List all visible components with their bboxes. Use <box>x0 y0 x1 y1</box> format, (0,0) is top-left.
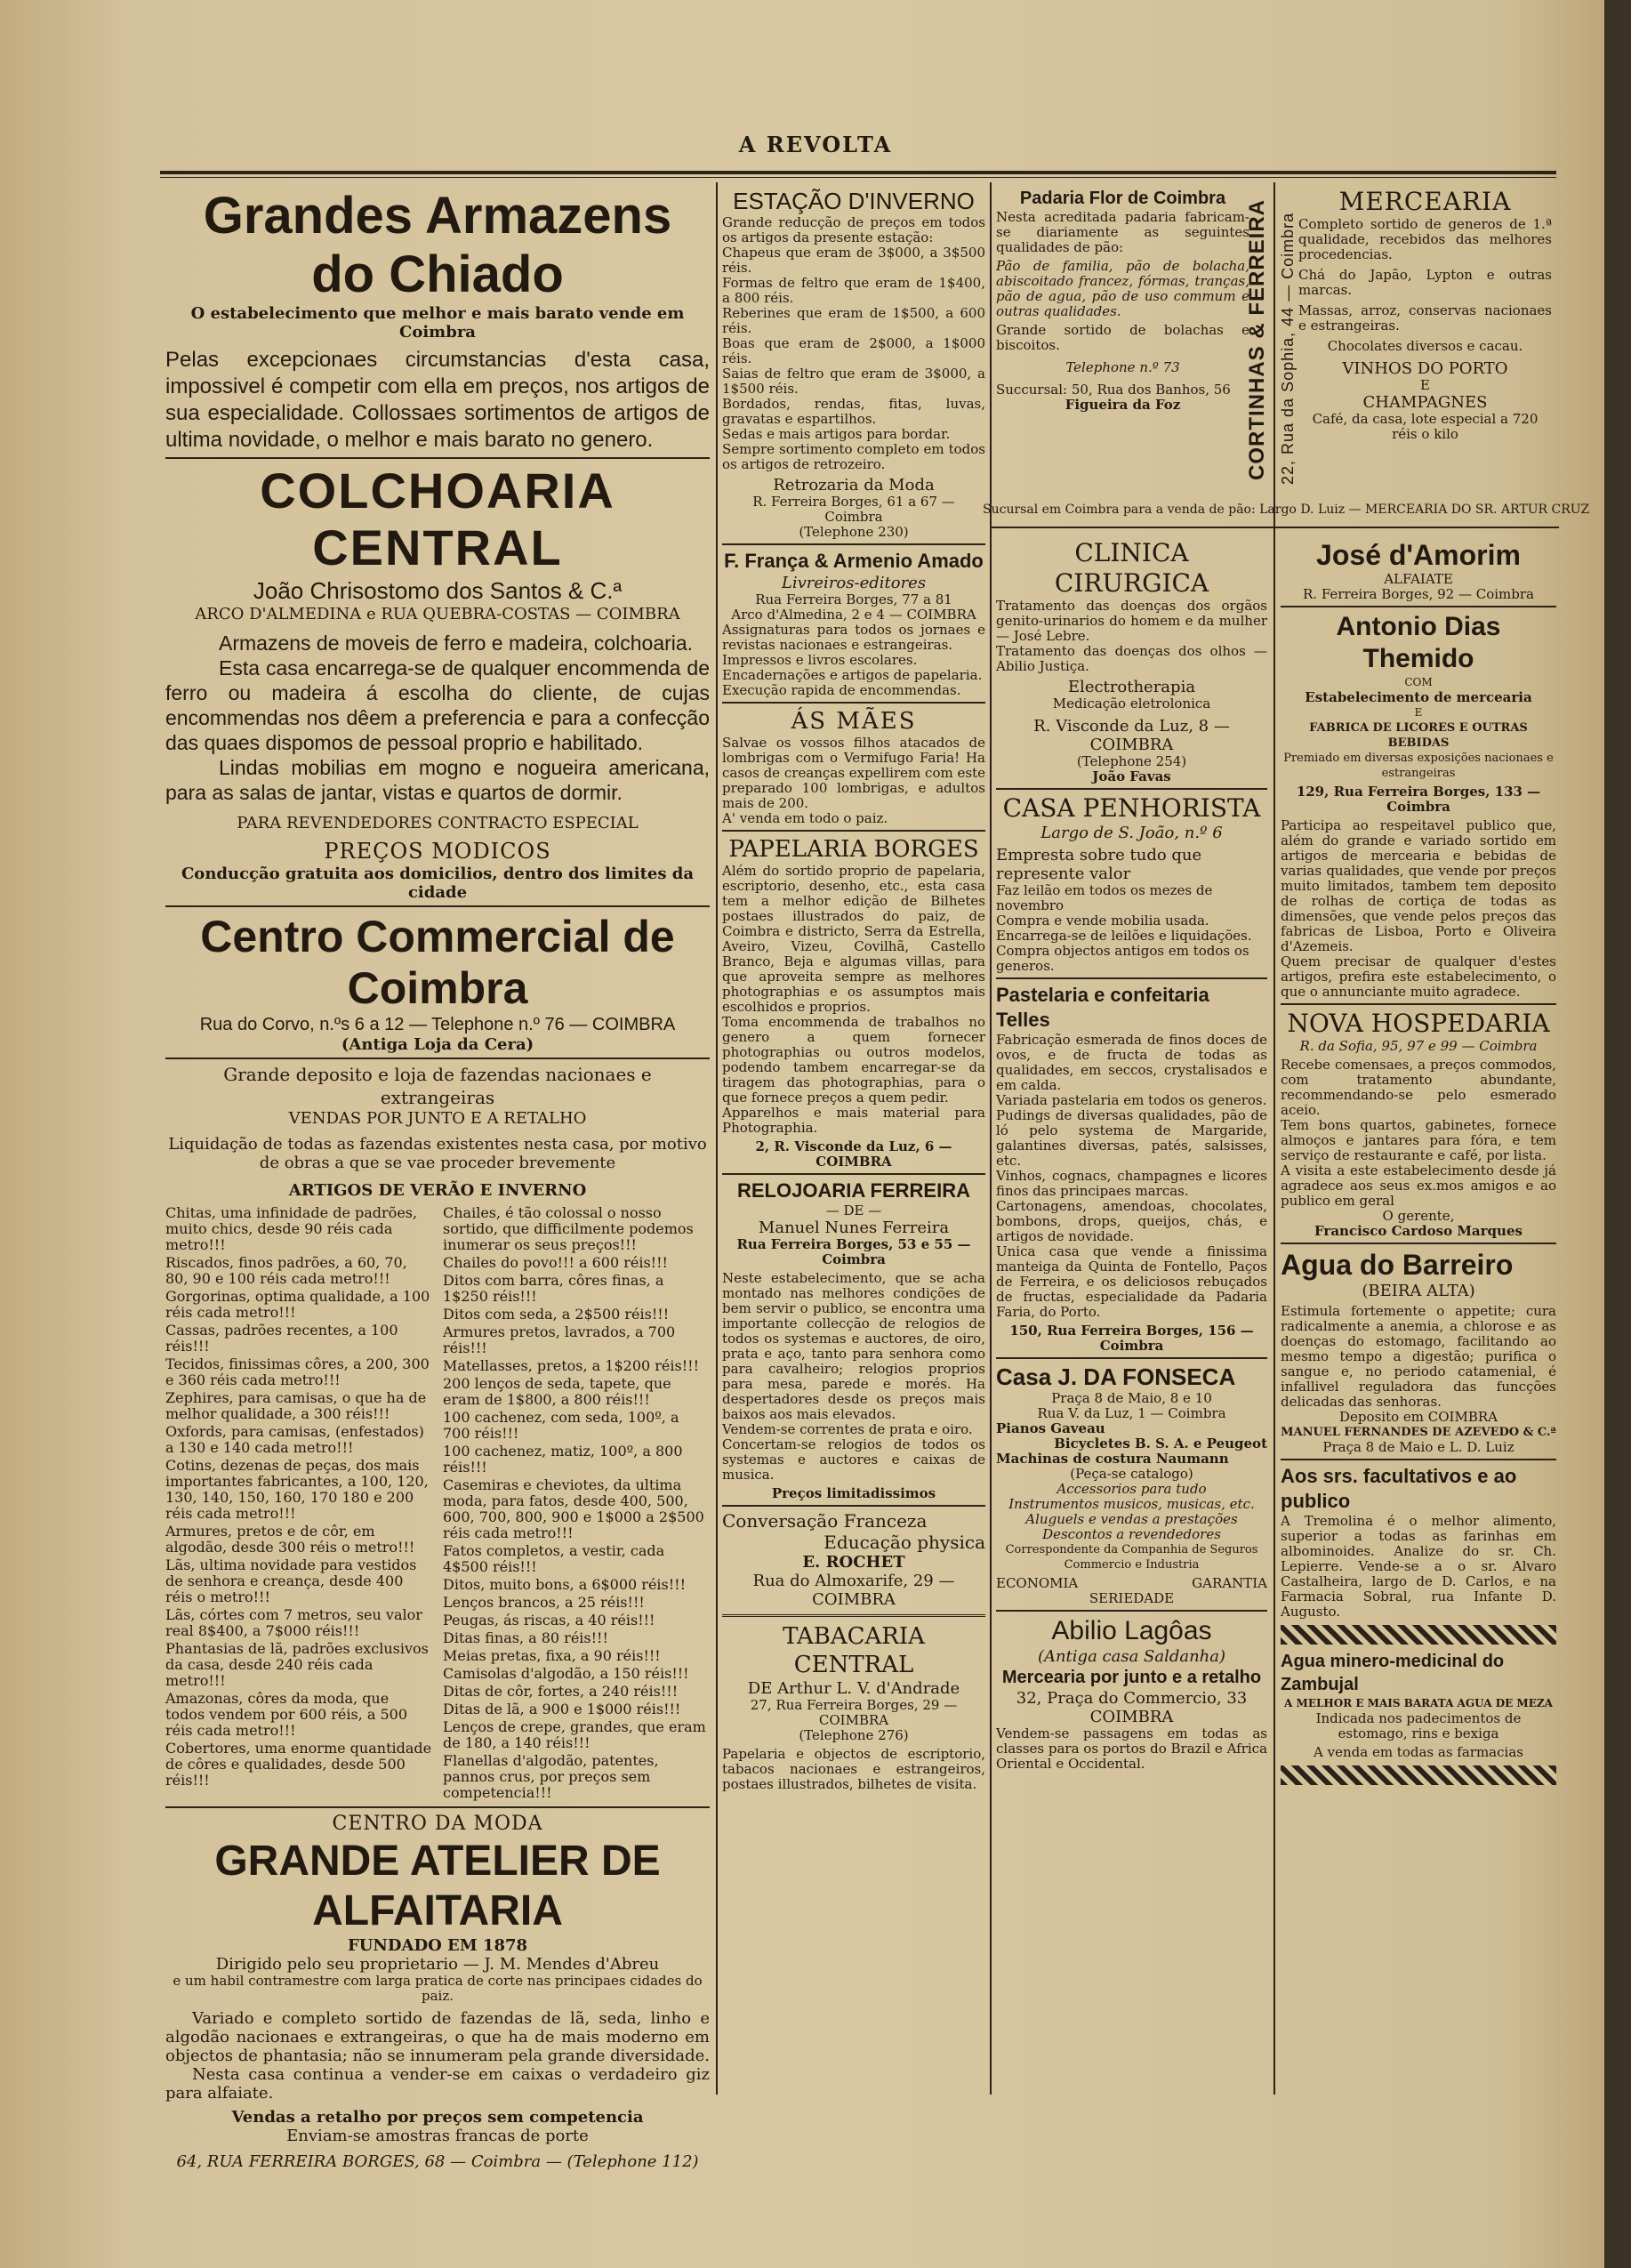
page-header: A REVOLTA <box>738 132 893 157</box>
atelier-dirigido: Dirigido pelo seu proprietario — J. M. Mendes d'Abreu <box>215 1955 660 1974</box>
fonseca-address-2: Rua V. da Luz, 1 — Coimbra <box>1037 1405 1226 1421</box>
pastelaria-body-5: Cartonagens, amendoas, chocolates, bombons, drops, queijos, chás, e artigos de novidade. <box>996 1198 1267 1244</box>
ad-armazens-chiado <box>165 187 710 454</box>
clinica-phone: (Telephone 254) <box>1076 753 1187 769</box>
mercearia-body-2: Chá do Japão, Lypton e outras marcas. <box>1298 267 1552 298</box>
mercearia-body-4: Chocolates diversos e cacau. <box>1327 338 1523 354</box>
ad-colchoaria-central <box>165 462 710 902</box>
list-item: Ditos com barra, côres finas, a 1$250 réis!!! <box>443 1272 664 1305</box>
fonseca-acc-2: Instrumentos musicos, musicas, etc. <box>1008 1496 1255 1512</box>
ad-jose-amorim <box>1281 538 1556 602</box>
maes-title: ÁS MÃES <box>791 708 917 735</box>
fonseca-motto-2: GARANTIA <box>1192 1575 1267 1591</box>
column-3-lower <box>996 538 1267 2090</box>
padaria-phone: Telephone n.º 73 <box>1065 359 1180 375</box>
column-2 <box>722 187 985 2090</box>
separator <box>165 457 710 459</box>
mercearia-title: MERCEARIA <box>1338 187 1512 216</box>
relojoaria-title: RELOJOARIA FERREIRA <box>737 1179 970 1202</box>
estacao-line: Sedas e mais artigos para bordar. <box>722 426 951 442</box>
list-item: Chailes do povo!!! a 600 réis!!! <box>443 1254 668 1271</box>
themido-estab: Estabelecimento de mercearia <box>1305 689 1532 705</box>
colchoaria-conducao: Conducção gratuita aos domicilios, dentro dos limites da cidade <box>181 865 695 902</box>
abilio-subtitle: (Antiga casa Saldanha) <box>1037 1647 1226 1666</box>
colchoaria-title: COLCHOARIA CENTRAL <box>260 462 615 575</box>
estacao-line: Reberines que eram de 1$500, a 600 réis. <box>722 305 985 336</box>
list-item: Camisolas d'algodão, a 150 réis!!! <box>443 1665 689 1682</box>
centro-title: Centro Commercial de Coimbra <box>200 912 675 1013</box>
armazens-body: Pelas excepcionaes circumstancias d'esta casa, impossivel é competir com ella em preços, nos artigos de sua especialidade. Collossaes sortimentos de artigos de ultima novidade, o melhor e mais barato no genero. <box>165 348 710 452</box>
amorim-sub: ALFAIATE <box>1384 571 1453 587</box>
themido-fabrica: FABRICA DE LICORES E OUTRAS BEBIDAS <box>1309 721 1528 750</box>
atelier-address: 64, RUA FERREIRA BORGES, 68 — Coimbra — (Telephone 112) <box>176 2152 699 2171</box>
list-item: Chitas, uma infinidade de padrões, muito chics, desde 90 réis cada metro!!! <box>165 1204 418 1253</box>
estacao-phone: (Telephone 230) <box>799 524 909 540</box>
separator <box>1281 1003 1556 1005</box>
amorim-address: R. Ferreira Borges, 92 — Coimbra <box>1303 586 1534 602</box>
ad-padaria-flor <box>996 187 1249 413</box>
list-item: Tecidos, finissimas côres, a 200, 300 e 360 réis cada metro!!! <box>165 1355 430 1388</box>
list-item: Chailes, é tão colossal o nosso sortido, que difficilmente podemos inumerar os seus preços!!! <box>443 1204 694 1253</box>
ad-nova-hospedaria <box>1281 1009 1556 1239</box>
atelier-title: GRANDE ATELIER DE ALFAITARIA <box>214 1838 661 1934</box>
colchoaria-precos: PREÇOS MODICOS <box>324 839 551 864</box>
relojoaria-address: Rua Ferreira Borges, 53 e 55 — Coimbra <box>736 1236 971 1267</box>
pastelaria-address: 150, Rua Ferreira Borges, 156 — Coimbra <box>1009 1323 1254 1354</box>
separator <box>1281 606 1556 607</box>
padaria-foz: Figueira da Foz <box>1065 397 1181 413</box>
armazens-subtitle: O estabelecimento que melhor e mais barato vende em Coimbra <box>190 304 685 342</box>
column-divider-2 <box>990 182 992 2095</box>
column-4 <box>1281 538 1556 2090</box>
clinica-address: R. Visconde da Luz, 8 — COIMBRA <box>1033 717 1230 754</box>
estacao-line: Saias de feltro que eram de 3$000, a 1$500 réis. <box>722 366 985 397</box>
themido-premiado: Premiado em diversas exposições nacionaes e estrangeiras <box>1283 752 1554 780</box>
barreiro-azevedo: MANUEL FERNANDES DE AZEVEDO & C.ª <box>1281 1426 1556 1439</box>
pastelaria-body-6: Unica casa que vende a finissima manteiga da Quinta de Fontello, Paços de Ferreira, e os deliciosos rebuçados de fructas, especialidade da Padaria Faria, do Porto. <box>996 1243 1267 1320</box>
ad-as-maes <box>722 707 985 826</box>
decorative-border-bottom <box>1281 1765 1556 1785</box>
clinica-electro: Electrotherapia <box>1067 678 1196 696</box>
list-item: Ditos com seda, a 2$500 réis!!! <box>443 1306 670 1323</box>
pastelaria-title: Pastelaria e confeitaria Telles <box>996 984 1209 1031</box>
list-item: Lãs, ultima novidade para vestidos de senhora e creança, desde 400 réis o metro!!! <box>165 1556 417 1605</box>
clinica-medicacao: Medicação eletrolonica <box>1052 696 1211 712</box>
vertical-cortinhas: CORTINHAS & FERREIRA <box>1245 198 1269 480</box>
tabacaria-address: 27, Rua Ferreira Borges, 29 — COIMBRA <box>750 1697 958 1728</box>
sucursal-text: Sucursal em Coimbra para a venda de pão: Largo D. Luiz — MERCEARIA DO SR. ARTUR CRUZ <box>983 503 1590 517</box>
colchoaria-body-3: Lindas mobilias em mogno e nogueira americana, para as salas de jantar, vistas e quartos de dormir. <box>165 756 710 804</box>
list-item: 200 lenços de seda, tapete, que eram de 1$800, a 800 réis!!! <box>443 1375 671 1408</box>
separator <box>996 788 1267 790</box>
clinica-favas: João Favas <box>1092 768 1171 784</box>
clinica-body-1: Tratamento das doenças dos orgãos genito-urinarios do homem e da mulher — José Lebre. <box>996 598 1267 644</box>
fonseca-acc-1: Accessorios para tudo <box>1057 1481 1207 1497</box>
list-item: Lenços de crepe, grandes, que eram de 180, a 140 réis!!! <box>443 1718 706 1751</box>
relojoaria-owner: Manuel Nunes Ferreira <box>758 1218 950 1237</box>
padaria-body-2: Pão de familia, pão de bolacha, abiscoitado francez, fórmas, tranças, pão de agua, pão de uso commum e outras qualidades. <box>996 258 1249 319</box>
column-divider-3b <box>1273 538 1275 2095</box>
atelier-body-2: Nesta casa continua a vender-se em caixas o verdadeiro giz para alfaiate. <box>165 2065 710 2103</box>
list-item: 100 cachenez, com seda, 100º, a 700 réis!!! <box>443 1409 679 1442</box>
themido-title: Antonio Dias Themido <box>1336 612 1501 673</box>
abilio-title: Abilio Lagôas <box>1051 1616 1212 1645</box>
hospedaria-gerente: O gerente, <box>1382 1208 1455 1224</box>
estacao-line: Formas de feltro que eram de 1$400, a 800 réis. <box>722 275 985 306</box>
estacao-line: Chapeus que eram de 3$000, a 3$500 réis. <box>722 245 985 276</box>
list-item: 100 cachenez, matiz, 100º, a 800 réis!!! <box>443 1443 683 1476</box>
zambujal-title: Agua minero-medicinal do Zambujal <box>1281 1652 1505 1694</box>
pastelaria-body-4: Vinhos, cognacs, champagnes e licores finos das principaes marcas. <box>996 1168 1267 1199</box>
estacao-line: Sempre sortimento completo em todos os artigos de retrozeiro. <box>722 441 985 472</box>
list-item: Lenços brancos, a 25 réis!!! <box>443 1594 645 1611</box>
franca-line: Assignaturas para todos os jornaes e revistas nacionaes e estrangeiras. <box>722 622 985 653</box>
abilio-merc: Mercearia por junto e a retalho <box>1001 1668 1262 1687</box>
atelier-body-1: Variado e completo sortido de fazendas de lã, seda, linho e algodão nacionaes e extrangeiras, o que ha de mais moderno em objectos de phantasia; não se innumeram pela grande diversidade. <box>165 2009 710 2065</box>
separator <box>1281 1459 1556 1460</box>
hospedaria-body-2: Tem bons quartos, gabinetes, fornece almoços e jantares para fóra, e tem serviço de restaurante e café, por lista. <box>1281 1117 1556 1163</box>
separator <box>996 1357 1267 1359</box>
centro-address: Rua do Corvo, n.ºs 6 a 12 — Telephone n.º 76 — COIMBRA <box>199 1015 676 1034</box>
padaria-title: Padaria Flor de Coimbra <box>1019 189 1226 208</box>
ad-pastelaria-telles <box>996 983 1267 1354</box>
centro-former: (Antiga Loja da Cera) <box>341 1035 534 1054</box>
pastelaria-body-2: Variada pastelaria em todos os generos. <box>996 1092 1267 1108</box>
page-edge <box>1604 0 1631 2268</box>
list-item: Riscados, finos padrões, a 60, 70, 80, 90 e 100 réis cada metro!!! <box>165 1254 407 1287</box>
padaria-body-3: Grande sortido de bolachas e biscoitos. <box>996 322 1249 353</box>
pastelaria-body-3: Pudings de diversas qualidades, pão de ló pelo systema de Margaride, galantines diversas, patés, salsisses, etc. <box>996 1107 1267 1169</box>
list-item: Meias pretas, fixa, a 90 réis!!! <box>443 1647 661 1664</box>
hospedaria-name: Francisco Cardoso Marques <box>1314 1223 1523 1239</box>
column-4-top <box>1298 187 1552 498</box>
column-divider-3a <box>1273 182 1275 543</box>
fonseca-bicycletes: Bicycletes B. S. A. e Peugeot <box>1054 1436 1267 1452</box>
mercearia-champ: CHAMPAGNES <box>1362 393 1488 412</box>
zambujal-venda: A venda em todas as farmacias <box>1314 1744 1523 1760</box>
relojoaria-de: — DE — <box>825 1202 882 1218</box>
tabacaria-phone: (Telephone 276) <box>799 1727 909 1743</box>
centro-right-list <box>443 1205 710 1803</box>
column-1 <box>165 187 710 2171</box>
maes-body: Salvae os vossos filhos atacados de lombrigas com o Vermifugo Faria! Ha casos de creanças expellirem com este preparado 100 lombrigas, e adultos mais de 200. <box>722 735 985 811</box>
tabacaria-body: Papelaria e objectos de escriptorio, tabacos nacionaes e estrangeiros, postaes illustrados, bilhetes de visita. <box>722 1746 985 1792</box>
mercearia-body-3: Massas, arroz, conservas nacionaes e estrangeiras. <box>1298 302 1552 334</box>
atelier-fundado: FUNDADO EM 1878 <box>347 1936 528 1955</box>
relojoaria-body-2: Vendem-se correntes de prata e oiro. <box>722 1421 973 1437</box>
sucursal-rule <box>990 527 1559 528</box>
list-item: Cassas, padrões recentes, a 100 réis!!! <box>165 1322 398 1355</box>
hospedaria-address: R. da Sofia, 95, 97 e 99 — Coimbra <box>1299 1038 1538 1054</box>
list-item: Phantasias de lã, padrões exclusivos da casa, desde 240 réis cada metro!!! <box>165 1640 429 1689</box>
fonseca-pianos: Pianos Gaveau <box>996 1420 1105 1436</box>
tremolina-title: Aos srs. facultativos e ao publico <box>1281 1465 1517 1512</box>
penhorista-body-4: Encarrega-se de leilões e liquidações. <box>996 928 1252 944</box>
relojoaria-precos: Preços limitadissimos <box>771 1485 936 1501</box>
list-item: Casemiras e cheviotes, da ultima moda, para fatos, desde 400, 500, 600, 700, 800, 900 e 1$000 a 2$500 réis cada metro!!! <box>443 1476 704 1541</box>
list-item: Zephires, para camisas, o que ha de melhor qualidade, a 300 réis!!! <box>165 1389 427 1422</box>
penhorista-body-1: Empresta sobre tudo que represente valor <box>996 846 1202 883</box>
colchoaria-body-2: Esta casa encarrega-se de qualquer encommenda de ferro ou madeira á escolha do cliente, de cujas encommendas nos dêem a preferencia e para a confecção das quaes dispomos de pessoal proprio e habilitado. <box>165 656 710 754</box>
separator <box>722 1505 985 1507</box>
list-item: Armures pretos, lavrados, a 700 réis!!! <box>443 1323 676 1356</box>
penhorista-title: CASA PENHORISTA <box>1002 793 1261 823</box>
ad-tabacaria-central <box>722 1622 985 1792</box>
franca-address-2: Arco d'Almedina, 2 e 4 — COIMBRA <box>731 607 976 623</box>
zambujal-body: Indicada nos padecimentos de estomago, rins e bexiga <box>1315 1710 1522 1741</box>
conversacao-address: Rua do Almoxarife, 29 — COIMBRA <box>752 1572 955 1609</box>
column-divider-1 <box>716 182 718 2095</box>
tabacaria-title: TABACARIA CENTRAL <box>783 1623 925 1678</box>
abilio-address-2: COIMBRA <box>1089 1708 1174 1726</box>
fonseca-acc-4: Descontos a revendedores <box>1042 1526 1221 1542</box>
ad-antonio-themido <box>1281 611 1556 1000</box>
fonseca-address-1: Praça 8 de Maio, 8 e 10 <box>1051 1390 1212 1406</box>
centro-vendas: VENDAS POR JUNTO E A RETALHO <box>288 1109 587 1128</box>
list-item: Flanellas d'algodão, patentes, pannos crus, por preços sem competencia!!! <box>443 1752 659 1801</box>
separator <box>165 905 710 907</box>
ad-casa-fonseca <box>996 1363 1267 1606</box>
franca-line: Encadernações e artigos de papelaria. <box>722 667 983 683</box>
estacao-address: R. Ferreira Borges, 61 a 67 — Coimbra <box>752 494 955 525</box>
penhorista-body-3: Compra e vende mobilia usada. <box>996 913 1209 929</box>
decorative-border-top <box>1281 1625 1556 1645</box>
list-item: Ditos, muito bons, a 6$000 réis!!! <box>443 1576 687 1593</box>
hospedaria-title: NOVA HOSPEDARIA <box>1287 1009 1550 1038</box>
mercearia-vinhos: VINHOS DO PORTO <box>1342 359 1508 378</box>
list-item: Matellasses, pretos, a 1$200 réis!!! <box>443 1357 700 1374</box>
relojoaria-body-3: Concertam-se relogios de todos os systemas e auctores e caixas de musica. <box>722 1436 985 1483</box>
franca-line: Execução rapida de encommendas. <box>722 682 961 698</box>
ad-mercearia <box>1298 187 1552 442</box>
themido-body-1: Participa ao respeitavel publico que, além do grande e variado sortido em artigos de mercearia e bebidas de varias qualidades, que vende por preços muito limitados, tambem tem deposito de rolhas de cortiça de todas as dimensões, que vende pelos preços das fabricas de Lisboa, Porto e Oliveira d'Azemeis. <box>1281 817 1556 954</box>
clinica-body-2: Tratamento das doenças dos olhos — Abilio Justiça. <box>996 643 1267 674</box>
list-item: Peugas, ás riscas, a 40 réis!!! <box>443 1612 655 1629</box>
padaria-body-1: Nesta acreditada padaria fabricam-se diariamente as seguintes qualidades de pão: <box>996 209 1249 255</box>
themido-address: 129, Rua Ferreira Borges, 133 — Coimbra <box>1296 784 1541 815</box>
themido-body-2: Quem precisar de qualquer d'estes artigos, prefira este estabelecimento, o que o annunciante muito agradece. <box>1281 953 1556 1000</box>
tabacaria-owner: DE Arthur L. V. d'Andrade <box>747 1679 960 1698</box>
amorim-title: José d'Amorim <box>1316 539 1521 571</box>
header-rule-thin <box>160 177 1556 178</box>
atelier-vendas: Vendas a retalho por preços sem competencia <box>231 2108 644 2127</box>
separator <box>722 1614 985 1617</box>
themido-com: COM <box>1404 676 1433 688</box>
centro-deposito: Grande deposito e loja de fazendas nacionaes e extrangeiras <box>223 1064 652 1108</box>
fonseca-acc-5: Correspondente da Companhia de Seguros Commercio e Industria <box>1005 1543 1258 1572</box>
ad-franca-amado <box>722 549 985 698</box>
atelier-label: CENTRO DA MODA <box>332 1813 543 1835</box>
ad-relojoaria-ferreira <box>722 1178 985 1501</box>
estacao-line: Bordados, rendas, fitas, luvas, gravatas e espartilhos. <box>722 396 985 427</box>
colchoaria-revendedores: PARA REVENDEDORES CONTRACTO ESPECIAL <box>237 814 639 832</box>
separator <box>165 1806 710 1808</box>
armazens-title: Grandes Armazens do Chiado <box>203 187 672 303</box>
barreiro-address: Praça 8 de Maio e L. D. Luiz <box>1322 1439 1514 1455</box>
ad-abilio-lagoas <box>996 1615 1267 1772</box>
ad-agua-zambujal <box>1281 1650 1556 1760</box>
centro-left-list <box>165 1205 432 1803</box>
centro-liquidacao: Liquidação de todas as fazendas existentes nesta casa, por motivo de obras a que se vae proceder brevemente <box>168 1135 707 1172</box>
barreiro-title: Agua do Barreiro <box>1281 1249 1514 1281</box>
colchoaria-owner: João Chrisostomo dos Santos & C.ª <box>253 577 623 604</box>
list-item: Cotins, dezenas de peças, dos mais importantes fabricantes, a 100, 120, 130, 140, 150, 160, 170 180 e 200 réis cada metro!!! <box>165 1457 429 1522</box>
ad-estacao-inverno <box>722 187 985 540</box>
fonseca-motto-3: SERIEDADE <box>1089 1590 1175 1606</box>
ad-casa-penhorista <box>996 793 1267 974</box>
maes-venda: A' venda em todo o paiz. <box>722 810 888 826</box>
fonseca-title: Casa J. DA FONSECA <box>996 1363 1236 1390</box>
estacao-line: Boas que eram de 2$000, a 1$000 réis. <box>722 335 985 366</box>
franca-line: Impressos e livros escolares. <box>722 652 918 668</box>
header-rule <box>160 171 1556 174</box>
relojoaria-body-1: Neste estabelecimento, que se acha montado nas melhores condições de bem servir o publico, se encontra uma importante collecção de relogios de todos os systemas e auctores, de oiro, prata e aço, tanto para senhora como para cavalheiro; relogios proprios para mesa, parede e morés. Ha despertadores desde os preços mais baixos aos mais elevados. <box>722 1270 985 1422</box>
list-item: Oxfords, para camisas, (enfestados) a 130 e 140 cada metro!!! <box>165 1423 424 1456</box>
vertical-address: 22, Rua da Sophia, 44 — Coimbra <box>1279 212 1297 485</box>
abilio-address-1: 32, Praça do Commercio, 33 <box>1016 1689 1248 1708</box>
ad-centro-commercial <box>165 911 710 1803</box>
ad-clinica-cirurgica <box>996 538 1267 784</box>
mercearia-cafe: Café, da casa, lote especial a 720 réis o kilo <box>1312 411 1539 442</box>
fonseca-acc-3: Aluguels e vendas a prestações <box>1025 1511 1238 1527</box>
separator <box>722 702 985 704</box>
separator <box>996 977 1267 979</box>
hospedaria-body-3: A visita a este estabelecimento desde já agradece aos seus ex.mos amigos e ao publico em geral <box>1281 1162 1556 1209</box>
list-item: Ditas finas, a 80 réis!!! <box>443 1629 608 1646</box>
ad-conversacao <box>722 1510 985 1609</box>
conversacao-line-2: Educação physica <box>824 1532 985 1553</box>
papelaria-body-2: Toma encommenda de trabalhos no genero a quem fornecer photographias ou outros modelos, podendo tambem encarregar-se da tiragem das photographias, para o que fornece preços a quem pedir. <box>722 1014 985 1106</box>
barreiro-deposito: Deposito em COIMBRA <box>1339 1409 1498 1425</box>
list-item: Ditas de côr, fortes, a 240 réis!!! <box>443 1683 679 1700</box>
penhorista-address: Largo de S. João, n.º 6 <box>1040 824 1223 842</box>
separator <box>1281 1243 1556 1244</box>
tremolina-body: A Tremolina é o melhor alimento, superior a todas as farinhas em albominoides. Analize do sr. Ch. Lepierre. Vende-se a o sr. Alvaro Castalheira, largo de D. Carlos, e na Farmacia Sobral, rua Infante D. Augusto. <box>1281 1513 1556 1620</box>
list-item: Fatos completos, a vestir, cada 4$500 réis!!! <box>443 1542 665 1575</box>
separator <box>165 1058 710 1059</box>
atelier-contramestre: e um habil contramestre com larga pratica de corte nas principaes cidades do paiz. <box>173 1973 703 2004</box>
zambujal-sub: A MELHOR E MAIS BARATA AGUA DE MEZA <box>1284 1697 1553 1709</box>
ad-tremolina <box>1281 1464 1556 1620</box>
colchoaria-address: ARCO D'ALMEDINA e RUA QUEBRA-COSTAS — COIMBRA <box>195 605 680 623</box>
list-item: Armures, pretos e de côr, em algodão, desde 300 réis o metro!!! <box>165 1523 415 1556</box>
list-item: Gorgorinas, optima qualidade, a 100 réis cada metro!!! <box>165 1288 430 1321</box>
estacao-line: Grande reducção de preços em todos os artigos da presente estação: <box>722 214 985 245</box>
conversacao-line-1: Conversação Franceza <box>722 1510 928 1532</box>
franca-title: F. França & Armenio Amado <box>724 550 984 572</box>
franca-address-1: Rua Ferreira Borges, 77 a 81 <box>755 591 952 607</box>
list-item: Cobertores, uma enorme quantidade de côres e qualidades, desde 500 réis!!! <box>165 1740 432 1789</box>
separator <box>996 1610 1267 1612</box>
list-item: Amazonas, côres da moda, que todos vendem por 600 réis, a 500 réis cada metro!!! <box>165 1690 408 1739</box>
papelaria-address: 2, R. Visconde da Luz, 6 — COIMBRA <box>755 1138 952 1170</box>
estacao-shop: Retrozaria da Moda <box>773 476 935 495</box>
barreiro-body: Estimula fortemente o appetite; cura radicalmente a anemia, a chlorose e as doenças do estomago, facilitando ao mesmo tempo a digestão; purifica o sangue e, no periodo catamenial, é infallivel reguladora das funcções delicadas das senhoras. <box>1281 1303 1556 1410</box>
fonseca-motto-1: ECONOMIA <box>996 1575 1079 1591</box>
padaria-succursal: Succursal: 50, Rua dos Banhos, 56 <box>996 382 1231 398</box>
ad-agua-barreiro <box>1281 1248 1556 1455</box>
fonseca-catalogo: (Peça-se catalogo) <box>1070 1466 1193 1482</box>
atelier-amostras: Enviam-se amostras francas de porte <box>286 2127 589 2145</box>
pastelaria-body-1: Fabricação esmerada de finos doces de ovos, e de fructa de todas as qualidades, em seccos, crystalisados e em calda. <box>996 1032 1267 1093</box>
mercearia-body-1: Completo sortido de generos de 1.ª qualidade, recebidos das melhores procedencias. <box>1298 216 1552 262</box>
colchoaria-body-1: Armazens de moveis de ferro e madeira, colchoaria. <box>219 631 694 655</box>
barreiro-sub: (BEIRA ALTA) <box>1362 1282 1475 1300</box>
penhorista-body-2: Faz leilão em todos os mezes de novembro <box>996 882 1213 913</box>
estacao-title: ESTAÇÃO D'INVERNO <box>733 188 975 214</box>
papelaria-title: PAPELARIA BORGES <box>728 836 979 863</box>
conversacao-name: E. ROCHET <box>802 1553 905 1572</box>
separator <box>722 1173 985 1175</box>
sucursal-line <box>983 503 1590 524</box>
papelaria-body-3: Apparelhos e mais material para Photographia. <box>722 1105 985 1136</box>
hospedaria-body-1: Recebe comensaes, a preços commodos, com tratamento abundante, recommendando-se pelo esmerado aceio. <box>1281 1057 1556 1118</box>
separator <box>722 543 985 545</box>
ad-atelier-alfaitaria <box>165 1812 710 2171</box>
penhorista-body-5: Compra objectos antigos em todos os generos. <box>996 943 1249 974</box>
abilio-body: Vendem-se passagens em todas as classes para os portos do Brazil e Africa Oriental e Occidental. <box>996 1725 1268 1772</box>
fonseca-machinas: Machinas de costura Naumann <box>996 1451 1229 1467</box>
franca-subtitle: Livreiros-editores <box>781 574 927 592</box>
ad-papelaria-borges <box>722 835 985 1170</box>
themido-e: E <box>1414 706 1423 719</box>
clinica-title: CLINICA CIRURGICA <box>1054 538 1209 598</box>
separator <box>722 830 985 832</box>
papelaria-body-1: Além do sortido proprio de papelaria, escriptorio, desenho, etc., esta casa tem a melhor edição de Bilhetes postaes illustrados do paiz, de Coimbra e districto, Serra da Estrella, Aveiro, Vizeu, Covilhã, Castello Branco, Beja e algumas villas, para que aproveita sempre as melhores photographias e os assumptos mais escolhidos e proprios. <box>722 863 985 1015</box>
list-item: Ditas de lã, a 900 e 1$000 réis!!! <box>443 1701 681 1717</box>
list-item: Lãs, córtes com 7 metros, seu valor real 8$400, a 7$000 réis!!! <box>165 1606 422 1639</box>
centro-artigos: ARTIGOS DE VERÃO E INVERNO <box>288 1181 587 1200</box>
mercearia-e: E <box>1420 377 1430 393</box>
